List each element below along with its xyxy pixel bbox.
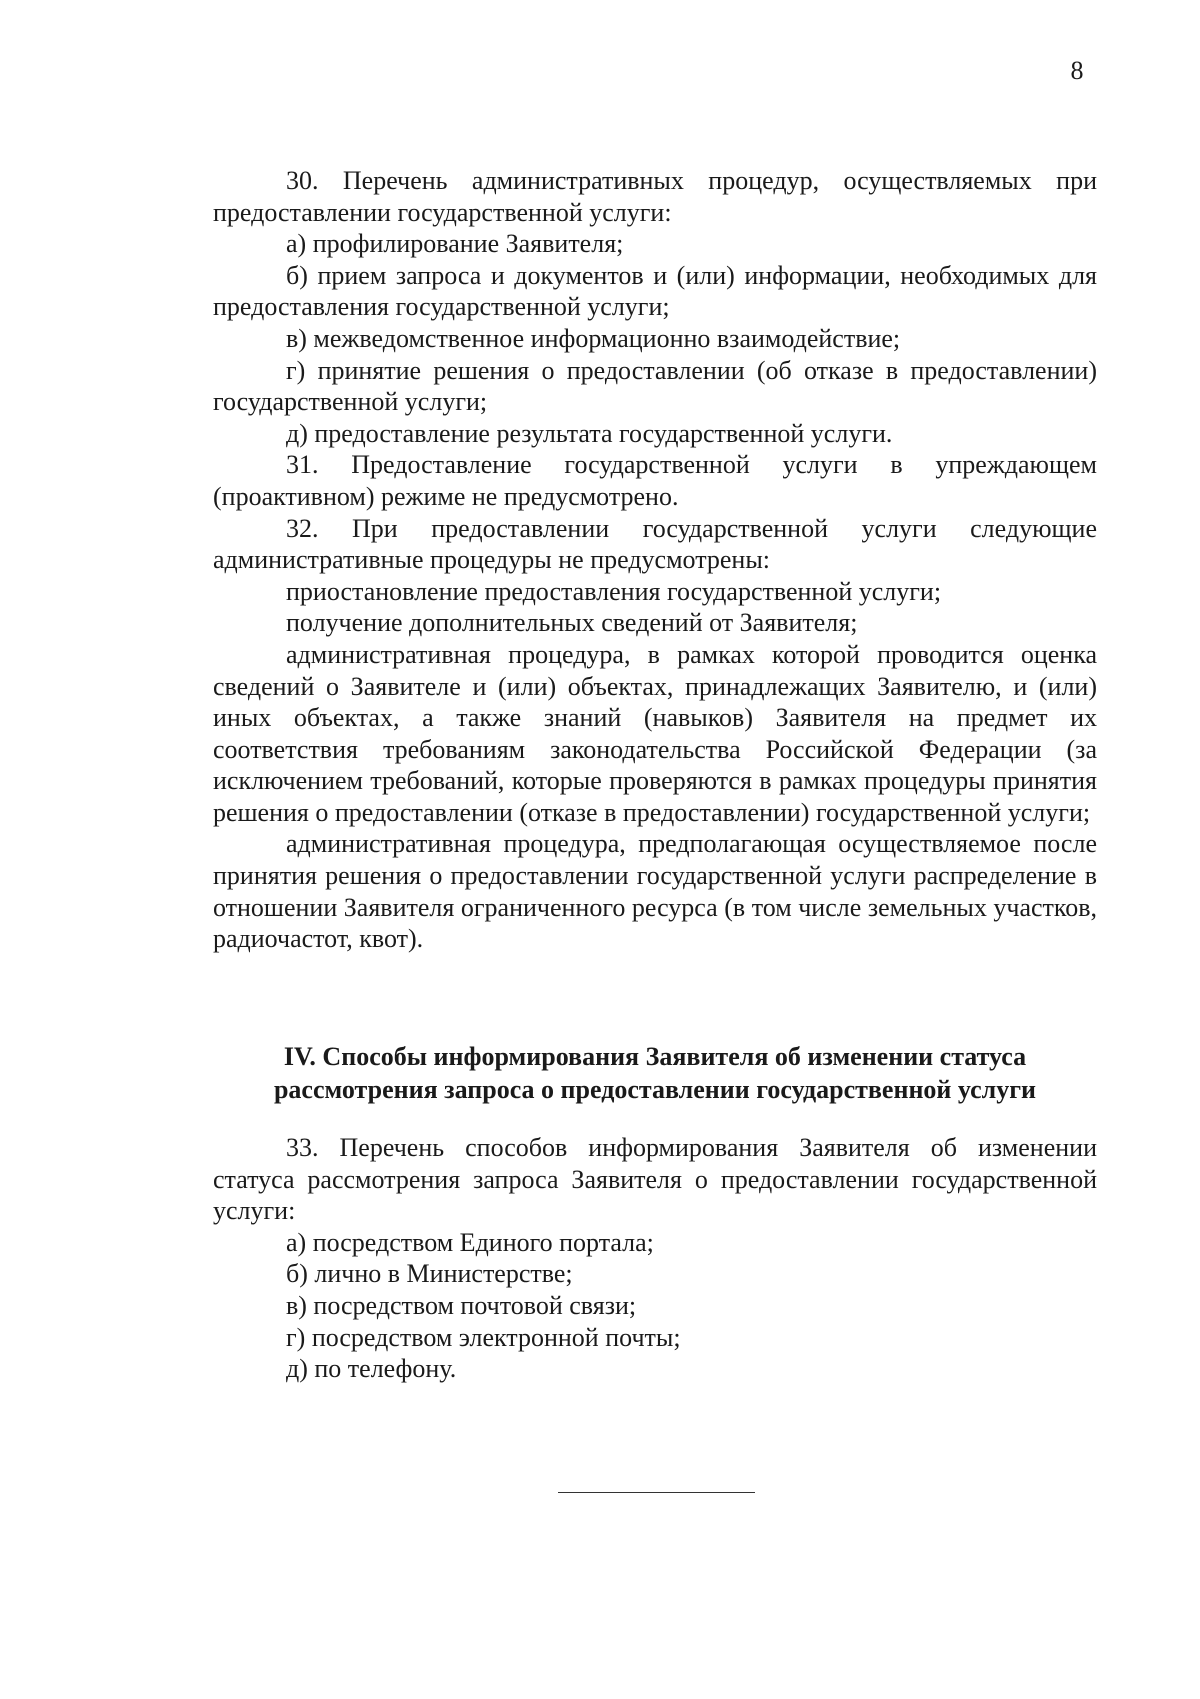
list-item-v: в) межведомственное информационно взаимодействие; <box>286 323 901 353</box>
method-a: а) посредством Единого портала; <box>286 1227 654 1257</box>
page-number: 8 <box>1070 56 1084 85</box>
method-b: б) лично в Министерстве; <box>286 1259 573 1289</box>
heading-line-1: IV. Способы информирования Заявителя об изменении статуса <box>283 1042 1027 1071</box>
paragraph-33: 33. Перечень способов информирования Заявителя об изменении статуса рассмотрения запроса Заявителя о предоставлении государственной услуги: <box>213 1133 1097 1226</box>
section-3-body <box>213 165 1097 955</box>
method-v: в) посредством почтовой связи; <box>286 1290 637 1320</box>
excluded-procedure-4: административная процедура, предполагающая осуществляемое после принятия решения о предоставлении государственной услуги распределение в отношении Заявителя ограниченного ресурса (в том числе земельных участков, радиочастот, квот). <box>213 829 1097 954</box>
list-item-g: г) принятие решения о предоставлении (об отказе в предоставлении) государственной услуги; <box>213 355 1097 417</box>
paragraph-32: 32. При предоставлении государственной услуги следующие административные процедуры не предусмотрены: <box>213 513 1097 575</box>
method-d: д) по телефону. <box>286 1354 457 1384</box>
paragraph-30: 30. Перечень административных процедур, осуществляемых при предоставлении государственной услуги: <box>213 166 1097 227</box>
section-4-heading <box>213 1040 1097 1106</box>
excluded-procedure-3: административная процедура, в рамках которой проводится оценка сведений о Заявителе и (или) объектах, принадлежащих Заявителю, и (или) иных объектах, а также знаний (навыков) Заявителя на предмет их соответствия требованиям законодательства Российской Федерации (за исключением требований, которые проверяются в рамках процедуры принятия решения о предоставлении (отказе в предоставлении) государственной услуги; <box>213 639 1097 827</box>
heading-line-2: рассмотрения запроса о предоставлении государственной услуги <box>273 1075 1037 1104</box>
section-4-body <box>213 1132 1097 1385</box>
method-g: г) посредством электронной почты; <box>286 1322 681 1352</box>
end-separator-line <box>558 1492 755 1493</box>
excluded-procedure-2: получение дополнительных сведений от Заявителя; <box>286 608 858 638</box>
list-item-d: д) предоставление результата государственной услуги. <box>286 418 893 448</box>
paragraph-31: 31. Предоставление государственной услуги в упреждающем (проактивном) режиме не предусмотрено. <box>213 450 1097 511</box>
excluded-procedure-1: приостановление предоставления государственной услуги; <box>286 576 942 606</box>
list-item-b: б) прием запроса и документов и (или) информации, необходимых для предоставления государственной услуги; <box>213 260 1097 322</box>
list-item-a: а) профилирование Заявителя; <box>286 229 624 259</box>
